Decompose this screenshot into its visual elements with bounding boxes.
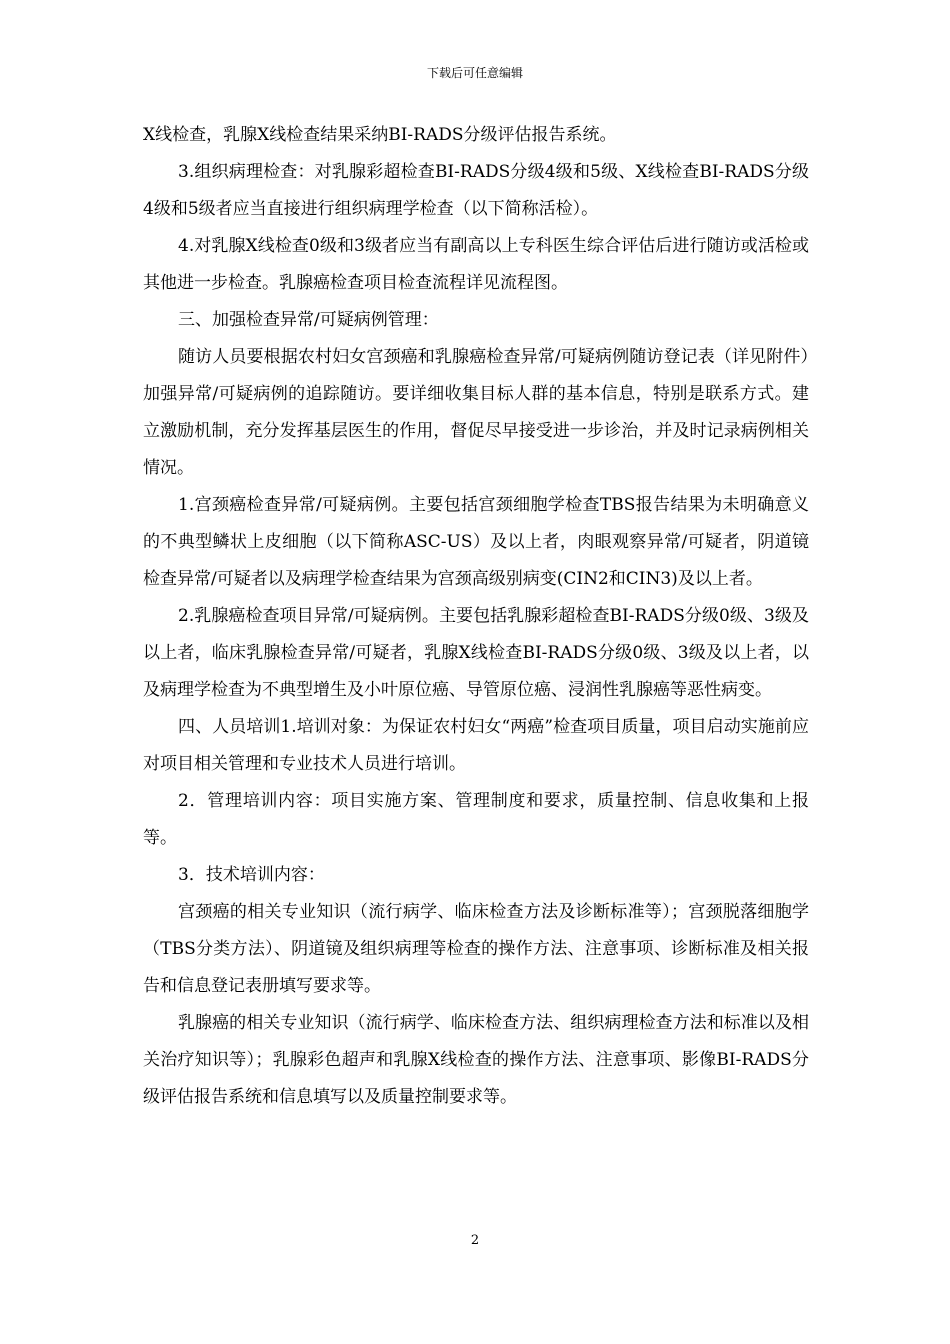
- paragraph: 3.组织病理检查：对乳腺彩超检查BI-RADS分级4级和5级、X线检查BI-RADS分级4级和5级者应当直接进行组织病理学检查（以下简称活检）。: [143, 162, 809, 219]
- paragraph: 宫颈癌的相关专业知识（流行病学、临床检查方法及诊断标准等）；宫颈脱落细胞学（TBS分类方法）、阴道镜及组织病理等检查的操作方法、注意事项、诊断标准及相关报告和信息登记表册填写要求等。: [143, 902, 809, 996]
- paragraph: 乳腺癌的相关专业知识（流行病学、临床检查方法、组织病理检查方法和标准以及相关治疗知识等）；乳腺彩色超声和乳腺X线检查的操作方法、注意事项、影像BI-RADS分级评估报告系统和信息填写以及质量控制要求等。: [143, 1013, 809, 1107]
- section-heading: 三、加强检查异常/可疑病例管理：: [178, 310, 439, 330]
- paragraph: 随访人员要根据农村妇女宫颈癌和乳腺癌检查异常/可疑病例随访登记表（详见附件）加强异常/可疑病例的追踪随访。要详细收集目标人群的基本信息，特别是联系方式。建立激励机制，充分发挥基层医生的作用，督促尽早接受进一步诊治，并及时记录病例相关情况。: [143, 347, 809, 478]
- document-body: [143, 117, 809, 1116]
- page-number: 2: [470, 1233, 480, 1248]
- paragraph: 1.宫颈癌检查异常/可疑病例。主要包括宫颈细胞学检查TBS报告结果为未明确意义的不典型鳞状上皮细胞（以下简称ASC-US）及以上者，肉眼观察异常/可疑者，阴道镜检查异常/可疑者以及病理学检查结果为宫颈高级别病变(CIN2和CIN3)及以上者。: [143, 495, 809, 589]
- paragraph: 2.乳腺癌检查项目异常/可疑病例。主要包括乳腺彩超检查BI-RADS分级0级、3级及以上者，临床乳腺检查异常/可疑者，乳腺X线检查BI-RADS分级0级、3级及以上者，以及病理学检查为不典型增生及小叶原位癌、导管原位癌、浸润性乳腺癌等恶性病变。: [143, 606, 809, 700]
- paragraph: 3．技术培训内容：: [178, 865, 325, 885]
- page-header: 下载后可任意编辑: [426, 66, 523, 80]
- paragraph: X线检查，乳腺X线检查结果采纳BI-RADS分级评估报告系统。: [143, 125, 617, 145]
- section-heading: 四、人员培训1.培训对象：为保证农村妇女“两癌”检查项目质量，项目启动实施前应对项目相关管理和专业技术人员进行培训。: [143, 717, 809, 774]
- paragraph: 2．管理培训内容：项目实施方案、管理制度和要求，质量控制、信息收集和上报等。: [143, 791, 809, 848]
- paragraph: 4.对乳腺X线检查0级和3级者应当有副高以上专科医生综合评估后进行随访或活检或其他进一步检查。乳腺癌检查项目检查流程详见流程图。: [143, 236, 809, 293]
